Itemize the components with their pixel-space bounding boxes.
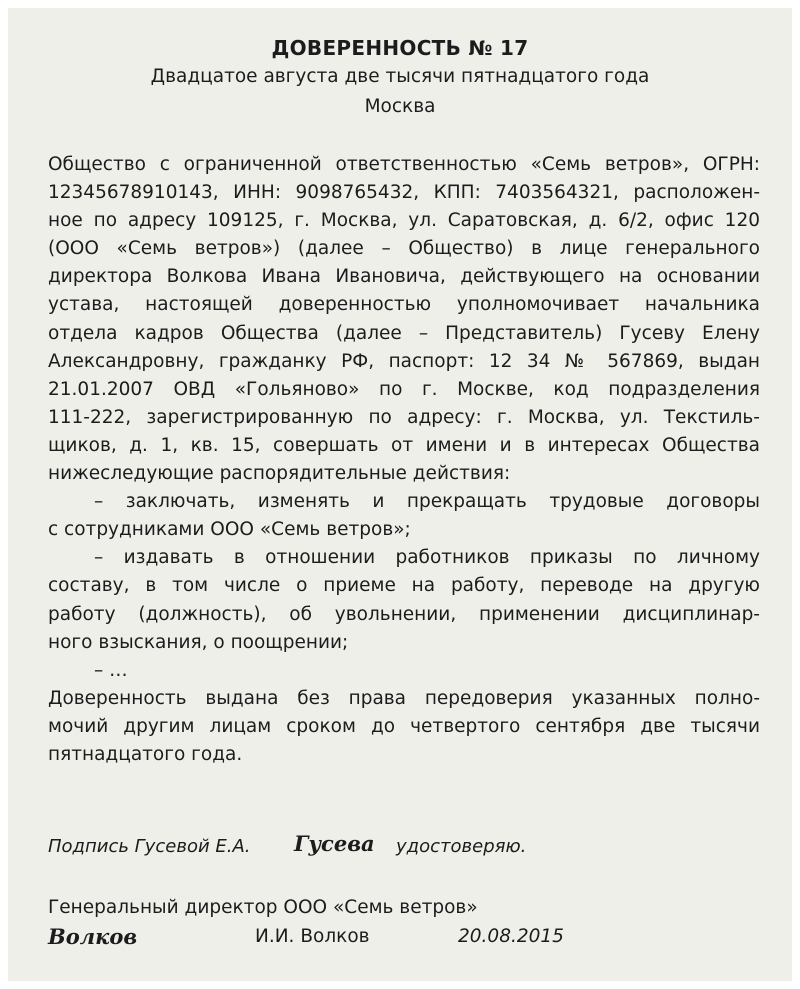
certify-text: удостоверяю. — [396, 836, 527, 857]
body-line: Александровну, гражданку РФ, паспорт: 12 34 № 567869, выдан — [48, 350, 760, 372]
list-item-line: – … — [94, 659, 128, 681]
handwritten-signature-volkov: Волков — [48, 924, 138, 949]
director-position: Генеральный директор ООО «Семь ветров» — [48, 897, 478, 918]
document-body — [48, 151, 760, 769]
list-item-line: с сотрудниками ООО «Семь ветров»; — [48, 519, 411, 541]
body-line: устава, настоящей доверенностью уполномочивает начальника — [48, 294, 760, 316]
signature-label: Подпись Гусевой Е.А. — [48, 836, 251, 857]
body-line: (ООО «Семь ветров») (далее – Общество) в лице генерального — [48, 238, 760, 260]
body-line: отдела кадров Общества (далее – Представитель) Гусеву Елену — [48, 322, 760, 344]
document-page — [8, 8, 792, 981]
body-line: нижеследующие распорядительные действия: — [48, 463, 511, 485]
body-line: директора Волкова Ивана Ивановича, действующего на основании — [48, 266, 760, 288]
list-item-line: – заключать, изменять и прекращать трудовые договоры — [94, 491, 760, 513]
body-line: мочий другим лицам сроком до четвертого сентября две тысячи — [48, 715, 760, 737]
body-line: пятнадцатого года. — [48, 743, 243, 765]
body-line: Общество с ограниченной ответственностью «Семь ветров», ОГРН: — [48, 154, 760, 175]
body-line: 21.01.2007 ОВД «Гольяново» по г. Москве, код подразделения — [48, 378, 760, 400]
body-line: Доверенность выдана без права передоверия указанных полно- — [48, 687, 760, 709]
list-item-line: составу, в том числе о приеме на работу, переводе на другую — [48, 575, 760, 597]
body-line: 12345678910143, ИНН: 9098765432, КПП: 7403564321, расположен- — [48, 182, 760, 204]
body-line: 111-222, зарегистрированную по адресу: г. Москва, ул. Текстиль- — [48, 406, 760, 428]
document-city: Москва — [364, 96, 436, 117]
list-item-line: ного взыскания, о поощрении; — [48, 631, 349, 653]
document-date: 20.08.2015 — [458, 926, 564, 947]
handwritten-signature-guseva: Гусева — [294, 831, 375, 856]
list-item-line: – издавать в отношении работников приказы по личному — [94, 547, 760, 569]
document-title: ДОВЕРЕННОСТЬ № 17 — [271, 36, 529, 60]
body-line: ное по адресу 109125, г. Москва, ул. Саратовская, д. 6/2, офис 120 — [48, 210, 760, 232]
document-header — [8, 34, 792, 122]
body-line: щиков, д. 1, кв. 15, совершать от имени и в интересах Общества — [48, 434, 760, 456]
document-date-words: Двадцатое августа две тысячи пятнадцатого года — [150, 66, 650, 87]
director-name: И.И. Волков — [255, 926, 370, 947]
list-item-line: работу (должность), об увольнении, применении дисциплинар- — [48, 603, 760, 625]
